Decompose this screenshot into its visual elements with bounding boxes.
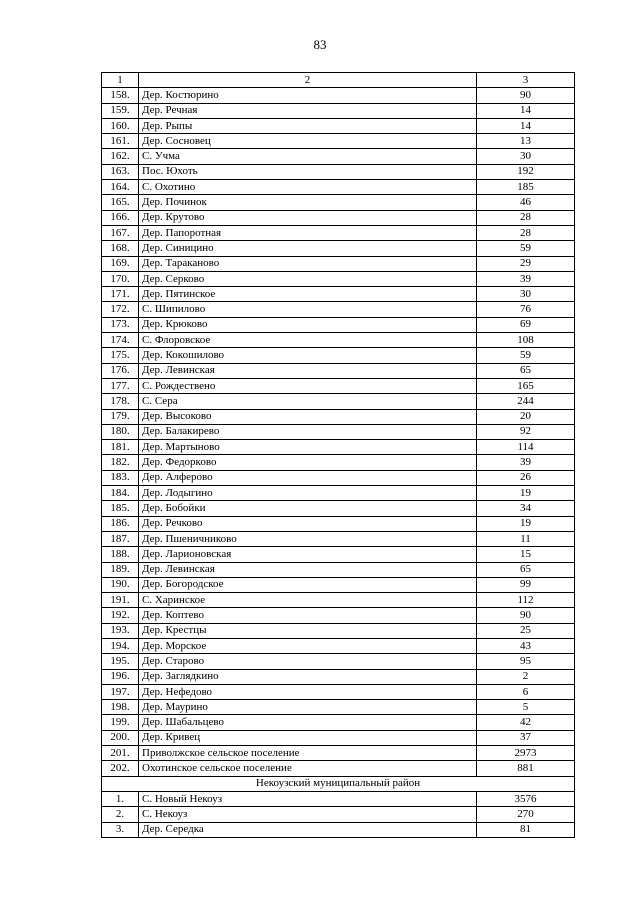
row-number: 185. [102,501,139,516]
row-number: 163. [102,164,139,179]
settlement-name: С. Флоровское [139,333,477,348]
table-row [102,287,575,302]
table-row [102,486,575,501]
population-value: 192 [477,164,575,179]
table-row [102,684,575,699]
table-row [102,256,575,271]
population-value: 185 [477,180,575,195]
row-number: 182. [102,455,139,470]
table-row [102,746,575,761]
population-value: 30 [477,149,575,164]
table-row [102,638,575,653]
settlement-name: Дер. Синицино [139,241,477,256]
table-row [102,822,575,837]
section-row [102,776,575,791]
settlement-name: Дер. Середка [139,822,477,837]
settlement-name: Дер. Коптево [139,608,477,623]
table-row [102,440,575,455]
row-number: 202. [102,761,139,776]
header-col-2: 2 [139,73,477,88]
population-value: 39 [477,455,575,470]
table-row [102,424,575,439]
row-number: 192. [102,608,139,623]
table-row [102,195,575,210]
row-number: 172. [102,302,139,317]
table-row [102,516,575,531]
settlement-name: Дер. Речково [139,516,477,531]
settlement-name: Дер. Нефедово [139,684,477,699]
settlement-name: С. Рождествено [139,378,477,393]
table-row [102,623,575,638]
row-number: 169. [102,256,139,271]
population-value: 99 [477,577,575,592]
row-number: 2. [102,807,139,822]
table-row [102,225,575,240]
row-number: 174. [102,333,139,348]
row-number: 1. [102,791,139,806]
settlement-name: С. Харинское [139,593,477,608]
population-value: 95 [477,654,575,669]
settlement-name: Дер. Сосновец [139,134,477,149]
settlement-name: Дер. Рыпы [139,118,477,133]
table-row [102,547,575,562]
settlement-name: С. Шипилово [139,302,477,317]
population-value: 34 [477,501,575,516]
population-value: 112 [477,593,575,608]
table-row [102,103,575,118]
table-row [102,715,575,730]
settlement-name: Дер. Костюрино [139,88,477,103]
settlement-name: Дер. Ларионовская [139,547,477,562]
population-value: 13 [477,134,575,149]
settlement-name: Дер. Мартыново [139,440,477,455]
population-value: 6 [477,684,575,699]
population-value: 25 [477,623,575,638]
settlement-name: Дер. Левинская [139,363,477,378]
table-row [102,394,575,409]
settlement-name: С. Новый Некоуз [139,791,477,806]
row-number: 3. [102,822,139,837]
population-value: 2973 [477,746,575,761]
table-row [102,501,575,516]
settlement-name: С. Сера [139,394,477,409]
table-row [102,807,575,822]
row-number: 194. [102,638,139,653]
table-row [102,271,575,286]
settlement-name: Дер. Серково [139,271,477,286]
table-row [102,134,575,149]
settlement-name: Дер. Пятинское [139,287,477,302]
population-value: 42 [477,715,575,730]
population-value: 28 [477,225,575,240]
row-number: 173. [102,317,139,332]
population-value: 15 [477,547,575,562]
settlement-name: Дер. Шабальцево [139,715,477,730]
settlement-name: Дер. Починок [139,195,477,210]
population-value: 165 [477,378,575,393]
settlement-name: Дер. Бобойки [139,501,477,516]
row-number: 165. [102,195,139,210]
table-row [102,149,575,164]
row-number: 161. [102,134,139,149]
row-number: 175. [102,348,139,363]
population-value: 28 [477,210,575,225]
row-number: 177. [102,378,139,393]
settlement-name: Дер. Крутово [139,210,477,225]
population-value: 19 [477,516,575,531]
settlement-name: Дер. Старово [139,654,477,669]
population-value: 39 [477,271,575,286]
settlement-name: Дер. Крестцы [139,623,477,638]
row-number: 158. [102,88,139,103]
population-value: 65 [477,363,575,378]
table-row [102,317,575,332]
population-value: 43 [477,638,575,653]
population-value: 92 [477,424,575,439]
table-row [102,348,575,363]
row-number: 190. [102,577,139,592]
settlements-table [101,72,575,838]
row-number: 195. [102,654,139,669]
table-row [102,164,575,179]
population-value: 65 [477,562,575,577]
settlement-name: Приволжское сельское поселение [139,746,477,761]
row-number: 197. [102,684,139,699]
settlement-name: Дер. Лодыгино [139,486,477,501]
table-row [102,730,575,745]
table-row [102,654,575,669]
population-value: 76 [477,302,575,317]
settlement-name: Дер. Левинская [139,562,477,577]
settlement-name: Дер. Кривец [139,730,477,745]
population-value: 90 [477,608,575,623]
table-row [102,531,575,546]
population-value: 81 [477,822,575,837]
row-number: 181. [102,440,139,455]
population-value: 30 [477,287,575,302]
header-col-3: 3 [477,73,575,88]
row-number: 188. [102,547,139,562]
row-number: 167. [102,225,139,240]
table-row [102,608,575,623]
row-number: 198. [102,700,139,715]
row-number: 189. [102,562,139,577]
population-value: 244 [477,394,575,409]
table-row [102,791,575,806]
population-value: 26 [477,470,575,485]
table-header-row [102,73,575,88]
population-value: 11 [477,531,575,546]
settlement-name: Дер. Балакирево [139,424,477,439]
table-row [102,363,575,378]
row-number: 180. [102,424,139,439]
row-number: 191. [102,593,139,608]
table-row [102,118,575,133]
population-value: 14 [477,103,575,118]
table-row [102,700,575,715]
table-row [102,88,575,103]
header-col-1: 1 [102,73,139,88]
population-value: 114 [477,440,575,455]
row-number: 164. [102,180,139,195]
population-value: 69 [477,317,575,332]
settlement-name: С. Некоуз [139,807,477,822]
table-row [102,455,575,470]
settlement-name: Дер. Алферово [139,470,477,485]
row-number: 186. [102,516,139,531]
section-title: Некоузский муниципальный район [102,776,575,791]
population-value: 20 [477,409,575,424]
table-row [102,669,575,684]
settlement-name: Дер. Маурино [139,700,477,715]
population-value: 59 [477,348,575,363]
population-value: 19 [477,486,575,501]
table-row [102,241,575,256]
population-value: 59 [477,241,575,256]
population-value: 46 [477,195,575,210]
settlement-name: Дер. Заглядкино [139,669,477,684]
row-number: 178. [102,394,139,409]
settlement-name: Дер. Федорково [139,455,477,470]
table-row [102,470,575,485]
settlement-name: Пос. Юхоть [139,164,477,179]
table-row [102,180,575,195]
settlement-name: Дер. Пшеничниково [139,531,477,546]
population-value: 5 [477,700,575,715]
settlement-name: Дер. Высоково [139,409,477,424]
row-number: 168. [102,241,139,256]
row-number: 160. [102,118,139,133]
row-number: 199. [102,715,139,730]
row-number: 166. [102,210,139,225]
table-row [102,378,575,393]
population-value: 37 [477,730,575,745]
row-number: 179. [102,409,139,424]
table-row [102,577,575,592]
row-number: 176. [102,363,139,378]
row-number: 193. [102,623,139,638]
population-value: 108 [477,333,575,348]
row-number: 200. [102,730,139,745]
page-number: 83 [313,37,327,52]
row-number: 184. [102,486,139,501]
settlement-name: С. Охотино [139,180,477,195]
table-row [102,210,575,225]
settlement-name: Дер. Речная [139,103,477,118]
row-number: 162. [102,149,139,164]
population-value: 29 [477,256,575,271]
row-number: 170. [102,271,139,286]
settlement-name: Дер. Крюково [139,317,477,332]
table-row [102,562,575,577]
table-row [102,409,575,424]
population-value: 2 [477,669,575,684]
settlement-name: С. Учма [139,149,477,164]
settlement-name: Дер. Морское [139,638,477,653]
row-number: 201. [102,746,139,761]
row-number: 196. [102,669,139,684]
table-row [102,333,575,348]
settlement-name: Дер. Папоротная [139,225,477,240]
population-value: 90 [477,88,575,103]
settlement-name: Дер. Тараканово [139,256,477,271]
population-value: 270 [477,807,575,822]
row-number: 159. [102,103,139,118]
table-row [102,761,575,776]
settlement-name: Дер. Богородское [139,577,477,592]
settlement-name: Охотинское сельское поселение [139,761,477,776]
table-row [102,302,575,317]
population-value: 881 [477,761,575,776]
settlement-name: Дер. Кокошилово [139,348,477,363]
table-row [102,593,575,608]
population-value: 14 [477,118,575,133]
row-number: 171. [102,287,139,302]
row-number: 187. [102,531,139,546]
row-number: 183. [102,470,139,485]
population-value: 3576 [477,791,575,806]
